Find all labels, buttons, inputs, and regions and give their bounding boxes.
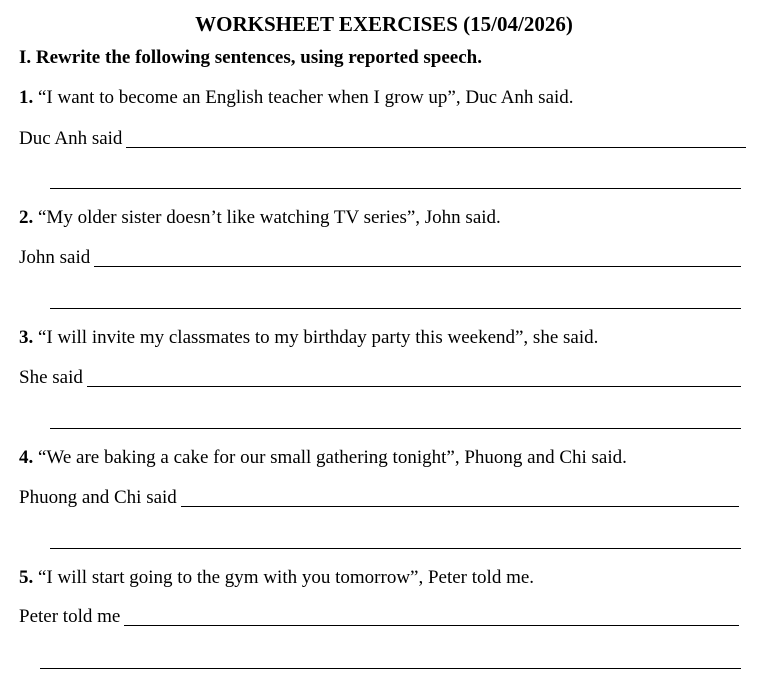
answer-row-3 [19,366,741,390]
answer-input-1[interactable] [126,129,746,148]
answer-prefix: John said [19,247,91,268]
question-number: 5. [19,567,34,588]
answer-continuation-2[interactable] [50,290,741,309]
answer-input-3[interactable] [87,368,741,387]
answer-prefix: Duc Anh said [19,128,123,149]
question-number: 3. [19,327,34,348]
answer-row-4 [19,486,739,510]
answer-row-2 [19,246,741,270]
question-text: “I will start going to the gym with you tomorrow”, Peter told me. [38,567,535,588]
answer-continuation-3[interactable] [50,410,741,429]
worksheet-title: WORKSHEET EXERCISES (15/04/2026) [195,12,573,36]
question-number: 4. [19,447,34,468]
answer-input-5[interactable] [124,607,739,626]
answer-continuation-4[interactable] [50,530,741,549]
question-1 [19,86,574,110]
answer-input-4[interactable] [181,488,739,507]
answer-row-1 [19,127,746,151]
question-text: “My older sister doesn’t like watching TV series”, John said. [38,207,501,228]
answer-continuation-1[interactable] [50,170,741,189]
answer-input-2[interactable] [94,248,741,267]
answer-row-5 [19,605,739,629]
question-number: 2. [19,207,34,228]
question-4 [19,446,627,470]
question-text: “We are baking a cake for our small gathering tonight”, Phuong and Chi said. [38,447,627,468]
question-2 [19,206,501,230]
answer-prefix: Peter told me [19,606,121,627]
question-5 [19,566,534,590]
answer-prefix: She said [19,367,83,388]
section-heading: I. Rewrite the following sentences, using reported speech. [19,47,482,68]
question-number: 1. [19,87,34,108]
question-text: “I will invite my classmates to my birthday party this weekend”, she said. [38,327,599,348]
answer-continuation-5[interactable] [40,650,741,669]
question-text: “I want to become an English teacher when I grow up”, Duc Anh said. [38,87,574,108]
answer-prefix: Phuong and Chi said [19,487,177,508]
question-3 [19,326,598,350]
